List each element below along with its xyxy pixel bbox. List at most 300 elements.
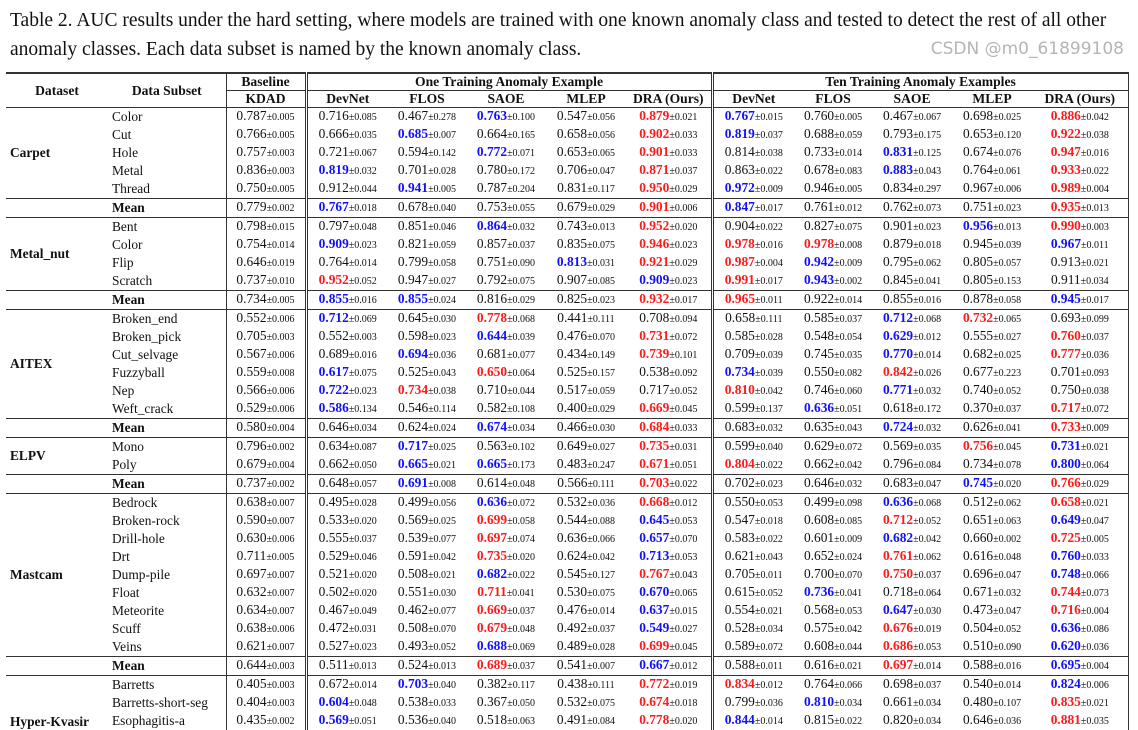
table-row xyxy=(6,712,1128,730)
auc-cell xyxy=(1032,162,1128,180)
auc-value: 0.799 xyxy=(724,694,755,710)
auc-value: 0.760 xyxy=(803,108,835,124)
auc-cell xyxy=(872,657,952,676)
auc-value: 0.666 xyxy=(318,126,349,142)
table-row xyxy=(6,364,1128,382)
auc-cell xyxy=(466,657,546,676)
auc-cell xyxy=(872,108,952,127)
auc-std: ±0.032 xyxy=(913,386,942,398)
auc-value: 0.499 xyxy=(397,494,429,510)
auc-std: ±0.247 xyxy=(587,460,616,472)
auc-std: ±0.016 xyxy=(348,350,377,362)
auc-std: ±0.055 xyxy=(507,203,536,215)
auc-std: ±0.017 xyxy=(754,276,783,288)
auc-value: 0.658 xyxy=(556,126,588,142)
auc-std: ±0.032 xyxy=(754,423,783,435)
auc-value: 0.624 xyxy=(397,419,429,435)
auc-value: 0.669 xyxy=(639,400,670,416)
auc-value: 0.857 xyxy=(476,236,508,252)
auc-std: ±0.034 xyxy=(1080,276,1109,288)
auc-cell xyxy=(1032,144,1128,162)
auc-value: 0.647 xyxy=(882,602,914,618)
auc-cell xyxy=(306,254,388,272)
auc-value: 0.434 xyxy=(556,346,588,362)
auc-value: 0.695 xyxy=(1050,657,1081,673)
auc-cell xyxy=(712,548,794,566)
auc-cell xyxy=(952,512,1032,530)
auc-value: 0.820 xyxy=(882,712,914,728)
empty-cell xyxy=(6,475,108,494)
auc-value: 0.732 xyxy=(962,310,994,326)
auc-cell xyxy=(388,712,466,730)
auc-std: ±0.032 xyxy=(993,588,1022,600)
auc-std: ±0.142 xyxy=(428,148,457,160)
auc-std: ±0.040 xyxy=(428,680,457,692)
auc-cell xyxy=(794,254,872,272)
auc-value: 0.480 xyxy=(962,694,994,710)
auc-value: 0.636 xyxy=(556,530,588,546)
data-subset-label: Scuff xyxy=(108,620,226,638)
auc-value: 0.965 xyxy=(724,291,756,307)
auc-cell xyxy=(872,310,952,329)
auc-std: ±0.007 xyxy=(266,570,295,582)
auc-cell xyxy=(952,530,1032,548)
auc-std: ±0.041 xyxy=(993,423,1022,435)
auc-cell xyxy=(466,346,546,364)
auc-cell xyxy=(794,694,872,712)
auc-cell xyxy=(794,602,872,620)
auc-std: ±0.002 xyxy=(266,442,295,454)
auc-std: ±0.075 xyxy=(507,276,536,288)
auc-value: 0.793 xyxy=(882,126,914,142)
auc-std: ±0.004 xyxy=(754,258,783,270)
auc-value: 0.585 xyxy=(803,310,835,326)
auc-std: ±0.015 xyxy=(754,112,783,124)
auc-value: 0.698 xyxy=(962,108,994,124)
header-ten-flos: FLOS xyxy=(794,91,872,108)
auc-value: 0.678 xyxy=(397,199,429,215)
auc-cell xyxy=(952,236,1032,254)
auc-cell xyxy=(546,218,626,237)
auc-value: 0.967 xyxy=(962,180,994,196)
auc-value: 0.585 xyxy=(724,328,755,344)
data-subset-label: Drill-hole xyxy=(108,530,226,548)
auc-cell xyxy=(388,475,466,494)
auc-value: 0.754 xyxy=(236,236,267,252)
auc-std: ±0.040 xyxy=(428,716,457,728)
auc-cell xyxy=(466,676,546,695)
auc-value: 0.651 xyxy=(962,512,994,528)
auc-value: 0.632 xyxy=(236,584,267,600)
auc-value: 0.932 xyxy=(639,291,670,307)
auc-std: ±0.005 xyxy=(834,184,863,196)
auc-std: ±0.108 xyxy=(507,404,536,416)
table-row xyxy=(6,162,1128,180)
auc-value: 0.845 xyxy=(882,272,914,288)
auc-cell xyxy=(712,291,794,310)
auc-cell xyxy=(712,602,794,620)
auc-std: ±0.016 xyxy=(348,295,377,307)
auc-std: ±0.028 xyxy=(754,332,783,344)
auc-cell xyxy=(872,126,952,144)
header-ten-saoe: SAOE xyxy=(872,91,952,108)
auc-value: 0.648 xyxy=(318,475,349,491)
auc-value: 0.799 xyxy=(397,254,429,270)
auc-value: 0.921 xyxy=(639,254,670,270)
auc-cell xyxy=(306,438,388,457)
auc-cell xyxy=(1032,676,1128,695)
auc-cell xyxy=(466,494,546,513)
auc-value: 0.649 xyxy=(1050,512,1081,528)
auc-value: 0.547 xyxy=(724,512,755,528)
auc-std: ±0.111 xyxy=(587,479,615,491)
auc-value: 0.724 xyxy=(882,419,914,435)
auc-cell xyxy=(794,291,872,310)
auc-value: 0.672 xyxy=(318,676,349,692)
auc-value: 0.538 xyxy=(397,694,429,710)
auc-std: ±0.019 xyxy=(913,624,942,636)
auc-value: 0.967 xyxy=(1050,236,1082,252)
auc-std: ±0.033 xyxy=(669,130,698,142)
auc-value: 0.909 xyxy=(318,236,349,252)
auc-cell xyxy=(952,364,1032,382)
auc-value: 0.524 xyxy=(397,657,429,673)
auc-std: ±0.007 xyxy=(587,661,616,673)
auc-std: ±0.029 xyxy=(587,404,616,416)
auc-std: ±0.037 xyxy=(669,166,698,178)
auc-std: ±0.036 xyxy=(754,698,783,710)
auc-value: 0.541 xyxy=(556,657,588,673)
auc-cell xyxy=(712,566,794,584)
auc-std: ±0.037 xyxy=(993,404,1022,416)
auc-std: ±0.008 xyxy=(266,368,295,380)
auc-std: ±0.021 xyxy=(1080,442,1109,454)
auc-value: 0.646 xyxy=(803,475,835,491)
auc-value: 0.693 xyxy=(1050,310,1081,326)
auc-cell xyxy=(626,328,712,346)
auc-cell xyxy=(306,346,388,364)
auc-std: ±0.036 xyxy=(993,716,1022,728)
auc-std: ±0.002 xyxy=(266,203,295,215)
auc-value: 0.761 xyxy=(803,199,835,215)
mean-label: Mean xyxy=(108,199,226,218)
auc-std: ±0.038 xyxy=(754,148,783,160)
auc-cell xyxy=(952,126,1032,144)
auc-std: ±0.037 xyxy=(507,240,536,252)
auc-value: 0.665 xyxy=(397,456,429,472)
auc-cell xyxy=(952,419,1032,438)
auc-std: ±0.165 xyxy=(507,130,536,142)
auc-value: 0.594 xyxy=(397,144,429,160)
auc-value: 0.907 xyxy=(556,272,588,288)
auc-cell xyxy=(794,400,872,419)
auc-value: 0.778 xyxy=(639,712,670,728)
auc-std: ±0.013 xyxy=(428,661,457,673)
auc-value: 0.819 xyxy=(724,126,755,142)
auc-cell xyxy=(872,548,952,566)
auc-value: 0.945 xyxy=(1050,291,1081,307)
auc-cell xyxy=(794,566,872,584)
auc-value: 0.586 xyxy=(318,400,349,416)
auc-std: ±0.102 xyxy=(507,442,536,454)
auc-value: 0.751 xyxy=(962,199,994,215)
auc-cell xyxy=(466,180,546,199)
auc-cell xyxy=(626,236,712,254)
auc-std: ±0.051 xyxy=(834,404,863,416)
auc-std: ±0.007 xyxy=(266,606,295,618)
auc-value: 0.709 xyxy=(724,346,755,362)
auc-value: 0.810 xyxy=(803,694,835,710)
auc-value: 0.404 xyxy=(236,694,267,710)
auc-value: 0.504 xyxy=(962,620,994,636)
auc-std: ±0.015 xyxy=(669,606,698,618)
auc-value: 0.563 xyxy=(476,438,508,454)
auc-std: ±0.051 xyxy=(348,716,377,728)
auc-value: 0.796 xyxy=(882,456,914,472)
auc-value: 0.733 xyxy=(1050,419,1081,435)
auc-cell xyxy=(626,456,712,475)
auc-cell xyxy=(388,180,466,199)
auc-cell xyxy=(466,638,546,657)
auc-value: 0.989 xyxy=(1050,180,1081,196)
data-subset-label: Bent xyxy=(108,218,226,237)
auc-std: ±0.059 xyxy=(587,386,616,398)
auc-std: ±0.012 xyxy=(834,203,863,215)
auc-std: ±0.025 xyxy=(428,442,457,454)
auc-value: 0.540 xyxy=(962,676,994,692)
dataset-label: Metal_nut xyxy=(6,218,108,291)
auc-value: 0.716 xyxy=(1050,602,1081,618)
auc-std: ±0.023 xyxy=(993,203,1022,215)
auc-value: 0.660 xyxy=(962,530,994,546)
auc-std: ±0.067 xyxy=(348,148,377,160)
auc-cell xyxy=(1032,180,1128,199)
auc-value: 0.987 xyxy=(724,254,755,270)
auc-std: ±0.002 xyxy=(266,479,295,491)
auc-std: ±0.098 xyxy=(834,498,863,510)
auc-std: ±0.011 xyxy=(755,661,783,673)
auc-cell xyxy=(952,620,1032,638)
auc-value: 0.952 xyxy=(639,218,670,234)
header-ten-dra-ours: DRA (Ours) xyxy=(1032,91,1128,108)
auc-value: 0.604 xyxy=(318,694,349,710)
auc-std: ±0.004 xyxy=(1080,661,1109,673)
auc-cell xyxy=(388,310,466,329)
auc-std: ±0.023 xyxy=(669,240,698,252)
auc-value: 0.652 xyxy=(803,548,835,564)
auc-std: ±0.041 xyxy=(834,588,863,600)
auc-std: ±0.043 xyxy=(669,570,698,582)
auc-value: 0.644 xyxy=(476,328,508,344)
auc-cell xyxy=(712,310,794,329)
auc-cell xyxy=(306,475,388,494)
auc-cell xyxy=(226,328,306,346)
auc-std: ±0.088 xyxy=(587,516,616,528)
auc-std: ±0.297 xyxy=(913,184,942,196)
auc-value: 0.552 xyxy=(236,310,267,326)
auc-value: 0.814 xyxy=(724,144,755,160)
auc-value: 0.717 xyxy=(639,382,670,398)
auc-std: ±0.022 xyxy=(669,479,698,491)
auc-cell xyxy=(1032,364,1128,382)
auc-std: ±0.012 xyxy=(913,332,942,344)
auc-std: ±0.029 xyxy=(1080,479,1109,491)
auc-cell xyxy=(952,584,1032,602)
auc-value: 0.750 xyxy=(882,566,914,582)
auc-cell xyxy=(306,530,388,548)
auc-std: ±0.032 xyxy=(834,479,863,491)
auc-value: 0.721 xyxy=(318,144,349,160)
auc-cell xyxy=(794,144,872,162)
table-row xyxy=(6,494,1128,513)
auc-value: 0.722 xyxy=(318,382,349,398)
auc-value: 0.708 xyxy=(639,310,670,326)
auc-value: 0.634 xyxy=(318,438,349,454)
auc-std: ±0.030 xyxy=(428,588,457,600)
auc-value: 0.705 xyxy=(236,328,267,344)
auc-cell xyxy=(466,584,546,602)
auc-cell xyxy=(388,548,466,566)
auc-cell xyxy=(306,162,388,180)
auc-std: ±0.085 xyxy=(348,112,377,124)
auc-value: 0.978 xyxy=(724,236,755,252)
auc-cell xyxy=(626,382,712,400)
auc-cell xyxy=(712,328,794,346)
auc-std: ±0.006 xyxy=(1080,680,1109,692)
header-one-devnet: DevNet xyxy=(306,91,388,108)
auc-cell xyxy=(388,162,466,180)
auc-std: ±0.052 xyxy=(348,276,377,288)
auc-value: 0.767 xyxy=(639,566,670,582)
table-row xyxy=(6,602,1128,620)
auc-cell xyxy=(306,180,388,199)
auc-std: ±0.006 xyxy=(993,184,1022,196)
auc-std: ±0.027 xyxy=(428,276,457,288)
auc-value: 0.753 xyxy=(476,199,508,215)
auc-value: 0.599 xyxy=(724,438,755,454)
auc-value: 0.717 xyxy=(1050,400,1081,416)
auc-cell xyxy=(626,657,712,676)
auc-cell xyxy=(872,272,952,291)
auc-cell xyxy=(626,419,712,438)
mean-row xyxy=(6,657,1128,676)
auc-std: ±0.082 xyxy=(834,368,863,380)
auc-std: ±0.117 xyxy=(507,680,535,692)
auc-cell xyxy=(626,400,712,419)
auc-std: ±0.047 xyxy=(587,166,616,178)
auc-cell xyxy=(872,328,952,346)
auc-std: ±0.153 xyxy=(993,276,1022,288)
auc-value: 0.698 xyxy=(882,676,914,692)
auc-cell xyxy=(712,364,794,382)
auc-cell xyxy=(306,638,388,657)
auc-value: 0.751 xyxy=(476,254,508,270)
auc-std: ±0.056 xyxy=(428,498,457,510)
table-row xyxy=(6,620,1128,638)
auc-value: 0.703 xyxy=(397,676,429,692)
auc-std: ±0.021 xyxy=(428,460,457,472)
auc-cell xyxy=(1032,657,1128,676)
auc-cell xyxy=(226,530,306,548)
auc-value: 0.731 xyxy=(1050,438,1081,454)
auc-value: 0.495 xyxy=(318,494,349,510)
auc-cell xyxy=(388,272,466,291)
auc-value: 0.467 xyxy=(397,108,429,124)
auc-std: ±0.011 xyxy=(755,570,783,582)
auc-std: ±0.047 xyxy=(993,570,1022,582)
auc-value: 0.711 xyxy=(477,584,507,600)
auc-value: 0.706 xyxy=(556,162,588,178)
auc-std: ±0.027 xyxy=(993,332,1022,344)
auc-value: 0.787 xyxy=(236,108,267,124)
auc-value: 0.580 xyxy=(236,419,267,435)
auc-value: 0.367 xyxy=(476,694,508,710)
auc-std: ±0.061 xyxy=(993,166,1022,178)
auc-std: ±0.035 xyxy=(913,442,942,454)
auc-cell xyxy=(546,602,626,620)
auc-std: ±0.053 xyxy=(754,498,783,510)
auc-std: ±0.017 xyxy=(669,295,698,307)
auc-std: ±0.099 xyxy=(1080,314,1109,326)
auc-cell xyxy=(1032,218,1128,237)
auc-cell xyxy=(794,382,872,400)
auc-std: ±0.006 xyxy=(266,624,295,636)
auc-cell xyxy=(388,602,466,620)
auc-value: 0.702 xyxy=(724,475,755,491)
auc-std: ±0.075 xyxy=(587,240,616,252)
auc-std: ±0.047 xyxy=(1080,516,1109,528)
auc-std: ±0.036 xyxy=(1080,350,1109,362)
table-row xyxy=(6,126,1128,144)
auc-std: ±0.042 xyxy=(913,534,942,546)
auc-std: ±0.058 xyxy=(428,258,457,270)
auc-std: ±0.048 xyxy=(348,698,377,710)
auc-value: 0.467 xyxy=(318,602,349,618)
auc-value: 0.792 xyxy=(476,272,508,288)
auc-cell xyxy=(794,512,872,530)
auc-std: ±0.035 xyxy=(1080,716,1109,728)
auc-cell xyxy=(546,199,626,218)
auc-cell xyxy=(626,346,712,364)
auc-std: ±0.009 xyxy=(834,534,863,546)
auc-cell xyxy=(466,694,546,712)
auc-cell xyxy=(626,712,712,730)
auc-std: ±0.029 xyxy=(507,295,536,307)
auc-cell xyxy=(712,108,794,127)
auc-std: ±0.022 xyxy=(754,460,783,472)
auc-value: 0.682 xyxy=(962,346,994,362)
auc-value: 0.696 xyxy=(962,566,994,582)
auc-std: ±0.071 xyxy=(507,148,536,160)
auc-value: 0.779 xyxy=(236,199,267,215)
header-one-mlep: MLEP xyxy=(546,91,626,108)
auc-std: ±0.037 xyxy=(507,661,536,673)
auc-value: 0.821 xyxy=(397,236,429,252)
auc-value: 0.836 xyxy=(236,162,267,178)
auc-cell xyxy=(712,382,794,400)
auc-cell xyxy=(794,328,872,346)
auc-cell xyxy=(226,236,306,254)
auc-std: ±0.060 xyxy=(834,386,863,398)
auc-std: ±0.070 xyxy=(834,570,863,582)
mean-row xyxy=(6,475,1128,494)
auc-std: ±0.030 xyxy=(587,423,616,435)
auc-std: ±0.021 xyxy=(669,112,698,124)
auc-std: ±0.023 xyxy=(587,295,616,307)
auc-value: 0.901 xyxy=(639,199,670,215)
auc-cell xyxy=(794,180,872,199)
auc-cell xyxy=(872,512,952,530)
